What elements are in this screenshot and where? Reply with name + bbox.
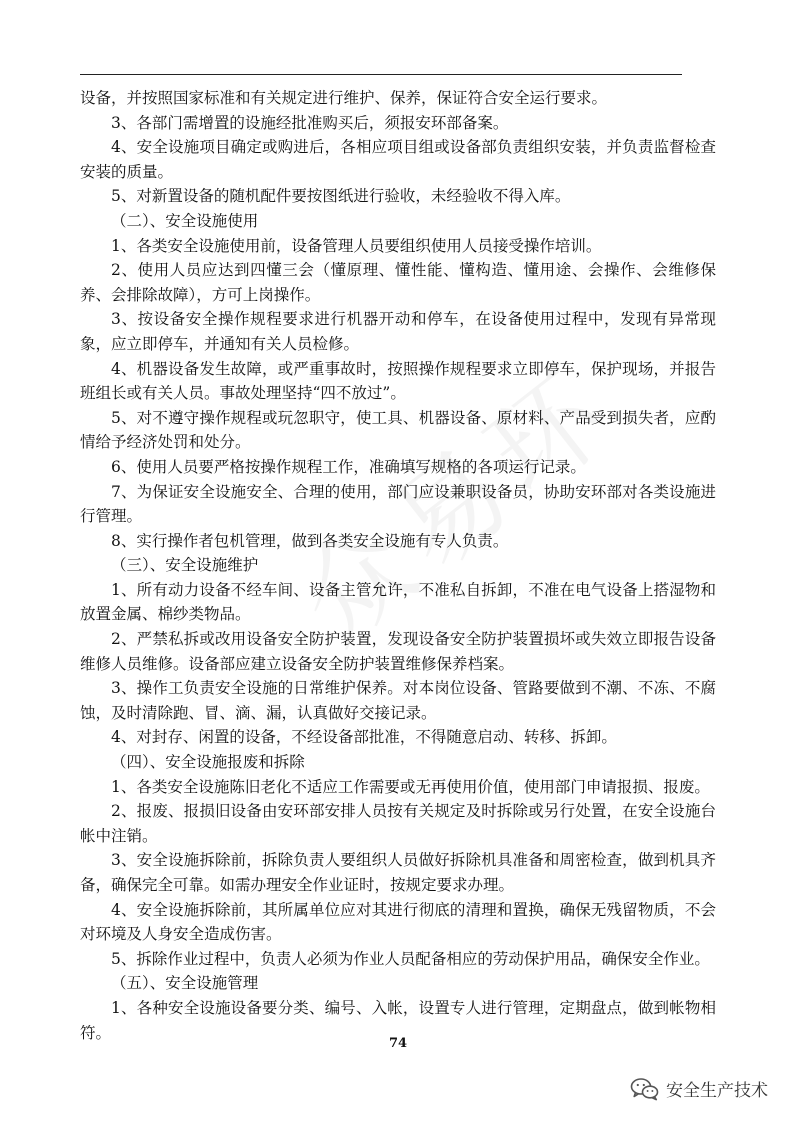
source-name: 安全生产技术	[666, 1081, 768, 1101]
document-body	[80, 86, 716, 1045]
paragraph: 7、为保证安全设施安全、合理的使用，部门应设兼职设备员，协助安环部对各类设施进行管理。	[80, 482, 716, 526]
paragraph: 4、对封存、闲置的设备，不经设备部批准，不得随意启动、转移、拆卸。	[111, 728, 617, 747]
wechat-icon	[630, 1077, 660, 1101]
source-attribution[interactable]	[630, 1076, 768, 1101]
paragraph: 4、安全设施拆除前，其所属单位应对其进行彻底的清理和置换，确保无残留物质，不会对环境及人身安全造成伤害。	[80, 900, 716, 944]
paragraph: 3、安全设施拆除前，拆除负责人要组织人员做好拆除机具准备和周密检查，做到机具齐备，确保完全可靠。如需办理安全作业证时，按规定要求办理。	[80, 851, 716, 894]
paragraph: 5、拆除作业过程中，负责人必须为作业人员配备相应的劳动保护用品，确保安全作业。	[111, 949, 710, 968]
section-heading: （五）、安全设施管理	[111, 974, 259, 993]
paragraph: 1、各类安全设施使用前，设备管理人员要组织使用人员接受操作培训。	[111, 236, 602, 255]
paragraph: 3、操作工负责安全设施的日常维护保养。对本岗位设备、管路要做到不潮、不冻、不腐蚀，及时清除跑、冒、滴、漏，认真做好交接记录。	[80, 679, 716, 722]
paragraph: 6、使用人员要严格按操作规程工作，准确填写规格的各项运行记录。	[111, 457, 586, 476]
paragraph: 5、对不遵守操作规程或玩忽职守，使工具、机器设备、原材料、产品受到损失者，应酌情给予经济处罚和处分。	[80, 408, 716, 452]
section-heading: （三）、安全设施维护	[111, 556, 259, 575]
paragraph: 2、使用人员应达到四懂三会（懂原理、懂性能、懂构造、懂用途、会操作、会维修保养、会排除故障），方可上岗操作。	[80, 261, 716, 304]
paragraph: 1、所有动力设备不经车间、设备主管允许，不准私自拆卸，不准在电气设备上搭湿物和放置金属、棉纱类物品。	[80, 580, 716, 624]
paragraph: 1、各类安全设施陈旧老化不适应工作需要或无再使用价值，使用部门申请报损、报废。	[111, 777, 710, 796]
paragraph: 4、机器设备发生故障，或严重事故时，按照操作规程要求立即停车，保护现场，并报告班组长或有关人员。事故处理坚持“四不放过”。	[80, 359, 716, 403]
paragraph: 5、对新置设备的随机配件要按图纸进行验收，未经验收不得入库。	[111, 187, 571, 206]
paragraph: 3、按设备安全操作规程要求进行机器开动和停车，在设备使用过程中，发现有异常现象，应立即停车，并通知有关人员检修。	[80, 310, 716, 353]
paragraph: 3、各部门需增置的设施经批准购买后，须报安环部备案。	[111, 113, 509, 132]
paragraph: 8、实行操作者包机管理，做到各类安全设施有专人负责。	[111, 531, 509, 550]
paragraph: 2、严禁私拆或改用设备安全防护装置，发现设备安全防护装置损坏或失效立即报告设备维修人员维修。设备部应建立设备安全防护装置维修保养档案。	[80, 630, 716, 673]
paragraph: 2、报废、报损旧设备由安环部安排人员按有关规定及时拆除或另行处置，在安全设施台帐中注销。	[80, 802, 716, 845]
paragraph: 4、安全设施项目确定或购进后，各相应项目组或设备部负责组织安装，并负责监督检查安装的质量。	[80, 138, 716, 181]
section-heading: （二）、安全设施使用	[111, 211, 259, 230]
paragraph: 1、各种安全设施设备要分类、编号、入帐，设置专人进行管理，定期盘点，做到帐物相符。	[80, 998, 716, 1042]
paragraph: 设备，并按照国家标准和有关规定进行维护、保养，保证符合安全运行要求。	[80, 89, 608, 107]
header-rule	[80, 74, 682, 75]
section-heading: （四）、安全设施报废和拆除	[111, 753, 305, 772]
page-number: 74	[388, 1036, 408, 1051]
